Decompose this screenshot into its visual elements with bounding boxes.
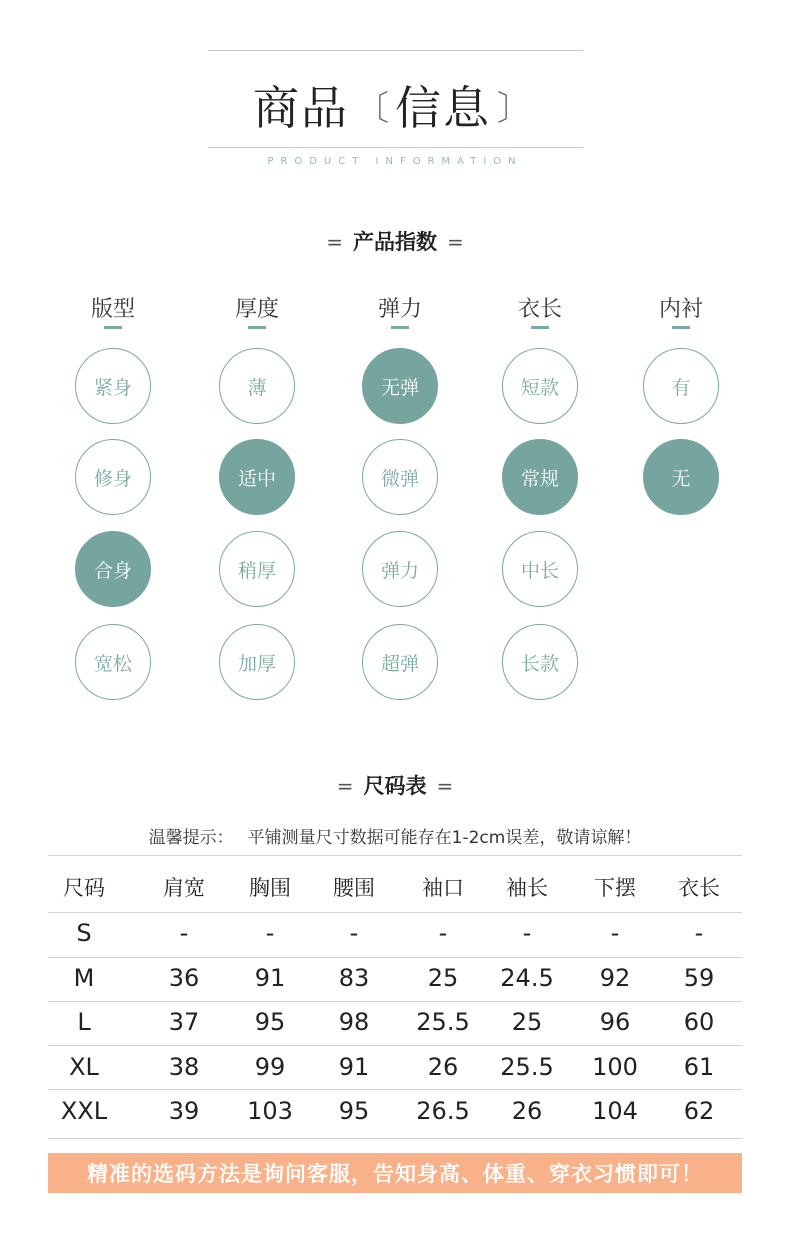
- table-cell: 59: [683, 964, 715, 992]
- table-cell: 99: [254, 1053, 286, 1081]
- table-header-cell: 下摆: [594, 876, 636, 900]
- index-option: 薄: [219, 348, 295, 424]
- index-option: 紧身: [75, 348, 151, 424]
- table-rule: [48, 1045, 742, 1046]
- index-option: 长款: [502, 624, 578, 700]
- table-cell: -: [522, 919, 532, 947]
- index-option: 宽松: [75, 624, 151, 700]
- table-cell: 36: [168, 964, 200, 992]
- index-option: 微弹: [362, 439, 438, 515]
- index-option: 中长: [502, 531, 578, 607]
- index-column-label: 弹力: [377, 297, 422, 322]
- size-eq-left: =: [336, 774, 354, 798]
- bracket-open: 〔: [355, 88, 389, 129]
- table-size-label: XXL: [60, 1097, 108, 1125]
- table-cell: 91: [254, 964, 286, 992]
- index-column-underline: [391, 326, 409, 329]
- table-size-label: XL: [69, 1053, 99, 1081]
- table-header-cell: 袖口: [422, 876, 464, 900]
- tip-label: 温馨提示：: [148, 828, 234, 848]
- table-cell: -: [179, 919, 189, 947]
- index-option-selected: 常规: [502, 439, 578, 515]
- table-cell: 60: [683, 1008, 715, 1036]
- table-cell: 26.5: [416, 1097, 470, 1125]
- table-header-cell: 衣长: [678, 876, 720, 900]
- index-option: 修身: [75, 439, 151, 515]
- table-size-label: M: [73, 964, 95, 992]
- index-column-label: 厚度: [234, 297, 279, 322]
- table-cell: 38: [168, 1053, 200, 1081]
- index-column-underline: [531, 326, 549, 329]
- index-option: 短款: [502, 348, 578, 424]
- table-cell: 25.5: [416, 1008, 470, 1036]
- table-rule: [48, 1089, 742, 1090]
- table-cell: -: [694, 919, 704, 947]
- heading-eq-left: =: [326, 230, 343, 254]
- size-chart-heading: [0, 770, 790, 800]
- table-cell: 91: [338, 1053, 370, 1081]
- size-chart-title: 尺码表: [363, 774, 427, 798]
- bracket-close: 〕: [497, 88, 531, 129]
- table-cell: -: [265, 919, 275, 947]
- table-cell: -: [349, 919, 359, 947]
- index-option-selected: 无: [643, 439, 719, 515]
- table-cell: 25: [427, 964, 459, 992]
- sizing-advice-banner: 精准的选码方法是询问客服，告知身高、体重、穿衣习惯即可！: [48, 1153, 742, 1193]
- table-cell: 26: [511, 1097, 543, 1125]
- index-column-label: 版型: [90, 297, 135, 322]
- table-cell: 37: [168, 1008, 200, 1036]
- measurement-tip: [0, 823, 790, 848]
- table-header-cell: 胸围: [249, 876, 291, 900]
- title-left: 商品: [253, 81, 349, 135]
- table-cell: 61: [683, 1053, 715, 1081]
- product-index-heading: [0, 226, 790, 256]
- table-header-cell: 腰围: [333, 876, 375, 900]
- page-title: [0, 72, 790, 135]
- header-top-rule: [208, 50, 583, 51]
- index-option-selected: 合身: [75, 531, 151, 607]
- index-option: 有: [643, 348, 719, 424]
- index-column-label: 衣长: [517, 297, 562, 322]
- table-cell: 92: [599, 964, 631, 992]
- table-cell: 95: [338, 1097, 370, 1125]
- table-cell: 39: [168, 1097, 200, 1125]
- index-column-underline: [104, 326, 122, 329]
- table-cell: 95: [254, 1008, 286, 1036]
- table-cell: 25: [511, 1008, 543, 1036]
- table-cell: 24.5: [500, 964, 554, 992]
- index-option: 超弹: [362, 624, 438, 700]
- table-cell: 103: [247, 1097, 293, 1125]
- table-cell: 100: [592, 1053, 638, 1081]
- index-column-underline: [672, 326, 690, 329]
- index-option-selected: 适中: [219, 439, 295, 515]
- table-rule: [48, 957, 742, 958]
- table-header-cell: 尺码: [63, 876, 105, 900]
- table-header-cell: 肩宽: [163, 876, 205, 900]
- table-cell: -: [438, 919, 448, 947]
- table-cell: 26: [427, 1053, 459, 1081]
- product-index-title: 产品指数: [353, 230, 437, 254]
- table-rule: [48, 912, 742, 913]
- title-right: 信息: [395, 81, 491, 135]
- table-cell: 25.5: [500, 1053, 554, 1081]
- table-size-label: S: [76, 919, 92, 947]
- table-cell: 98: [338, 1008, 370, 1036]
- table-cell: 62: [683, 1097, 715, 1125]
- index-column-underline: [248, 326, 266, 329]
- table-size-label: L: [77, 1008, 91, 1036]
- page-subtitle: PRODUCT INFORMATION: [267, 156, 523, 167]
- index-option: 弹力: [362, 531, 438, 607]
- table-header-cell: 袖长: [506, 876, 548, 900]
- heading-eq-right: =: [447, 230, 464, 254]
- table-cell: 96: [599, 1008, 631, 1036]
- header-bottom-rule: [208, 147, 583, 148]
- index-option: 稍厚: [219, 531, 295, 607]
- table-rule: [48, 1138, 742, 1139]
- table-cell: 83: [338, 964, 370, 992]
- table-rule: [48, 1001, 742, 1002]
- table-cell: -: [610, 919, 620, 947]
- index-column-label: 内衬: [658, 297, 703, 322]
- table-cell: 104: [592, 1097, 638, 1125]
- table-rule: [48, 855, 742, 856]
- size-eq-right: =: [436, 774, 454, 798]
- index-option-selected: 无弹: [362, 348, 438, 424]
- index-option: 加厚: [219, 624, 295, 700]
- tip-text: 平铺测量尺寸数据可能存在1-2cm误差，敬请谅解！: [247, 828, 642, 848]
